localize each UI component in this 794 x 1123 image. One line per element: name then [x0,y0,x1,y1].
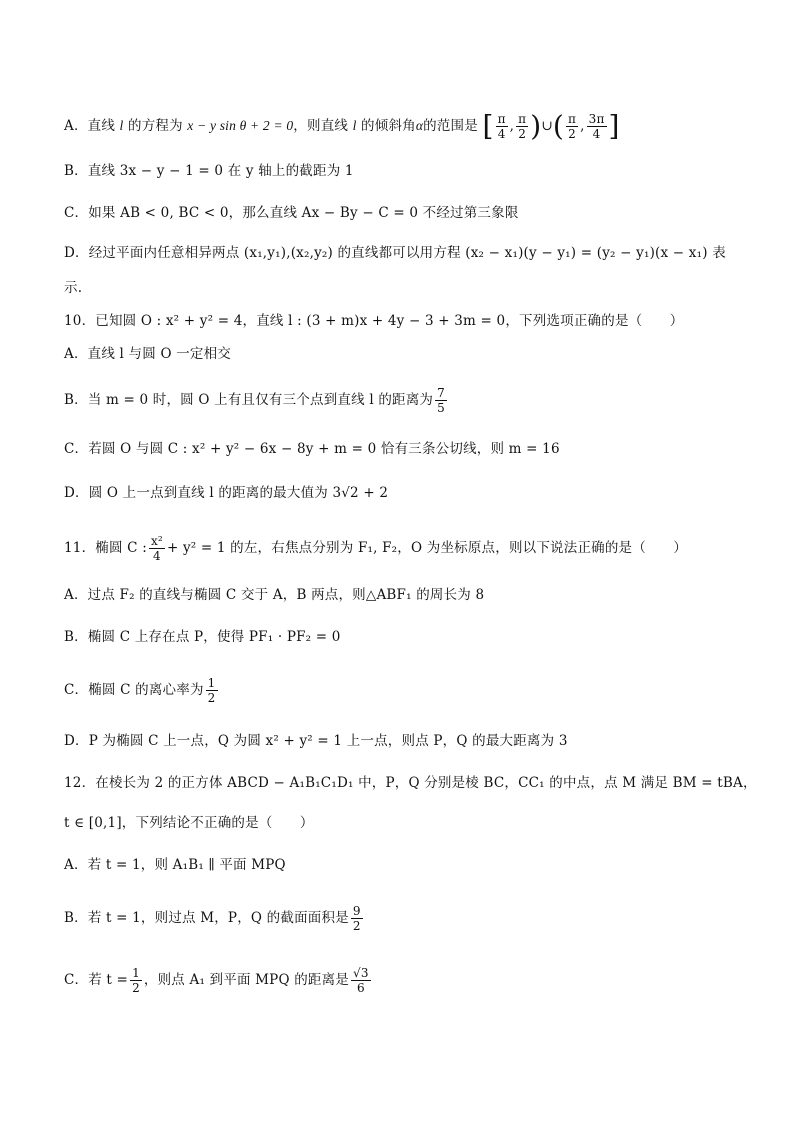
q12-stem: 12．在棱长为 2 的正方体 ABCD − A₁B₁C₁D₁ 中，P，Q 分别是棱 BC，CC₁ 的中点，点 M 满足 BM = tBA， [64,775,757,791]
q10-option-b: B．当 m = 0 时，圆 O 上有且仅有三个点到直线 l 的距离为 $\frac{7}{5}$ [64,386,445,415]
q11-option-a: A．过点 F₂ 的直线与椭圆 C 交于 A，B 两点，则△ABF₁ 的周长为 8 [64,587,485,603]
fraction: $\frac{9}{2}$ [352,904,361,933]
q12-option-b: B．若 t = 1，则过点 M，P，Q 的截面面积是 $\frac{9}{2}$ [64,904,361,933]
fraction: $\frac{\pi}{2}$ [568,112,577,141]
fraction: $\frac{1}{2}$ [207,676,216,705]
q9-option-b: B．直线 3x − y − 1 = 0 在 y 轴上的截距为 1 [64,163,354,179]
q10-option-a: A．直线 l 与圆 O 一定相交 [64,346,231,362]
fraction: $\frac{\text{x²}}{4}$ [150,534,163,563]
q11-stem: 11．椭圆 C : $\frac{\text{x²}}{4}$ + y² = 1 的左，右焦点分别为 F₁, F₂，O 为坐标原点，则以下说法正确的是（ ） [64,534,688,563]
q11-option-b: B．椭圆 C 上存在点 P，使得 PF₁ · PF₂ = 0 [64,629,341,645]
q9-option-d: D．经过平面内任意相异两点 (x₁,y₁),(x₂,y₂) 的直线都可以用方程 (x₂ − x₁)(y − y₁) = (y₂ − y₁)(x − x₁) 表 [64,245,726,261]
q10-option-d: D．圆 O 上一点到直线 l 的距离的最大值为 3√2 + 2 [64,485,389,501]
fraction: $\frac{3\pi}{4}$ [588,112,605,141]
q11-option-c: C．椭圆 C 的离心率为 $\frac{1}{2}$ [64,676,216,705]
q9-option-d-cont: 示. [64,280,83,296]
q12-option-c: C．若 t = $\frac{1}{2}$ ，则点 A₁ 到平面 MPQ 的距离是 $\frac{√3}{6}$ [64,966,369,995]
fraction: $\frac{7}{5}$ [437,386,445,415]
q9-option-a: A．直线 l 的方程为 x − y sin θ + 2 = 0，则直线 l 的倾斜角α的范围是 [ $\frac{\pi}{4}$ , $\frac{\pi}{2}$ )∪( $\frac{\pi}{2}$ , $\frac{3\pi}{4}$ ] [64,109,620,143]
fraction: $\frac{1}{2}$ [132,966,140,995]
fraction: $\frac{\pi}{4}$ [497,112,506,141]
q10-option-c: C．若圆 O 与圆 C : x² + y² − 6x − 8y + m = 0 恰有三条公切线，则 m = 16 [64,441,560,457]
fraction: $\frac{\pi}{2}$ [518,112,527,141]
fraction: $\frac{√3}{6}$ [353,966,369,995]
q9-option-c: C．如果 AB < 0, BC < 0，那么直线 Ax − By − C = 0 不经过第三象限 [64,205,519,221]
q12-option-a: A．若 t = 1，则 A₁B₁ ∥ 平面 MPQ [64,857,286,873]
q11-option-d: D．P 为椭圆 C 上一点，Q 为圆 x² + y² = 1 上一点，则点 P，Q 的最大距离为 3 [64,733,568,749]
q12-stem-cont: t ∈ [0,1]，下列结论不正确的是（ ） [64,815,314,831]
q10-stem: 10．已知圆 O : x² + y² = 4，直线 l : (3 + m)x + 4y − 3 + 3m = 0，下列选项正确的是（ ） [64,313,684,329]
